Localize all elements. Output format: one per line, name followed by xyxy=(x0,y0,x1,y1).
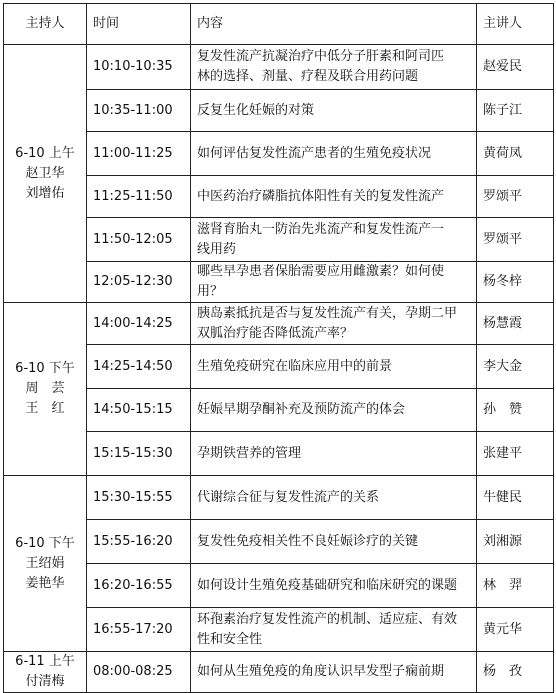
host-date: 6-10 下午 xyxy=(15,535,75,551)
content-line: 用？ xyxy=(197,284,224,299)
time-cell: 15:30-15:55 xyxy=(87,476,191,520)
content-line: 生殖免疫研究在临床应用中的前景 xyxy=(197,358,393,374)
host-name: 姜艳华 xyxy=(25,575,65,591)
table-row xyxy=(4,389,554,432)
host-cell-session-2 xyxy=(4,303,87,476)
content-line: 双胍治疗能否降低流产率？ xyxy=(197,325,354,341)
table-row xyxy=(4,520,554,564)
host-name: 赵卫华 xyxy=(25,165,65,181)
content-line: 性和安全性 xyxy=(197,631,263,647)
host-cell-session-1 xyxy=(4,45,87,303)
content-cell xyxy=(191,389,477,432)
content-cell xyxy=(191,176,477,218)
content-line: 孕期铁营养的管理 xyxy=(197,445,302,461)
speaker-cell: 赵爱民 xyxy=(477,45,554,90)
speaker-cell: 黄元华 xyxy=(477,608,554,652)
content-cell xyxy=(191,652,477,693)
table-row xyxy=(4,345,554,389)
content-cell xyxy=(191,520,477,564)
time-cell: 15:55-16:20 xyxy=(87,520,191,564)
schedule-table xyxy=(3,3,554,693)
content-line: 环孢素治疗复发性流产的机制、适应症、有效 xyxy=(197,611,458,627)
host-cell-session-3 xyxy=(4,476,87,652)
content-line: 反复生化妊娠的对策 xyxy=(197,102,315,118)
time-cell: 10:35-11:00 xyxy=(87,90,191,132)
speaker-cell: 张建平 xyxy=(477,432,554,476)
time-cell: 08:00-08:25 xyxy=(87,652,191,693)
time-cell: 10:10-10:35 xyxy=(87,45,191,90)
table-row xyxy=(4,90,554,132)
time-cell: 12:05-12:30 xyxy=(87,262,191,303)
header-host: 主持人 xyxy=(4,4,87,45)
content-cell xyxy=(191,45,477,90)
time-cell: 11:50-12:05 xyxy=(87,218,191,262)
speaker-cell: 黄荷凤 xyxy=(477,132,554,176)
table-row xyxy=(4,218,554,262)
content-cell xyxy=(191,564,477,608)
time-cell: 16:55-17:20 xyxy=(87,608,191,652)
speaker-cell: 陈子江 xyxy=(477,90,554,132)
host-date: 6-10 上午 xyxy=(15,145,75,161)
table-row xyxy=(4,432,554,476)
content-line: 复发性免疫相关性不良妊娠诊疗的关键 xyxy=(197,533,419,549)
content-cell xyxy=(191,90,477,132)
content-line: 代谢综合征与复发性流产的关系 xyxy=(197,489,380,505)
content-cell xyxy=(191,132,477,176)
content-cell xyxy=(191,608,477,652)
speaker-cell: 刘湘源 xyxy=(477,520,554,564)
host-name: 王绍娟 xyxy=(25,555,65,571)
time-cell: 14:00-14:25 xyxy=(87,303,191,345)
content-line: 妊娠早期孕酮补充及预防流产的体会 xyxy=(197,402,406,417)
table-row xyxy=(4,564,554,608)
speaker-cell: 杨 孜 xyxy=(477,652,554,693)
time-cell: 11:00-11:25 xyxy=(87,132,191,176)
host-date: 6-11 上午 xyxy=(15,654,75,669)
content-line: 胰岛素抵抗是否与复发性流产有关，孕期二甲 xyxy=(197,305,458,321)
table-row xyxy=(4,608,554,652)
content-line: 哪些早孕患者保胎需要应用雌激素？如何使 xyxy=(197,264,445,279)
header-speaker: 主讲人 xyxy=(477,4,554,45)
host-cell-session-4 xyxy=(4,652,87,693)
table-row xyxy=(4,476,554,520)
content-line: 如何从生殖免疫的角度认识早发型子痫前期 xyxy=(197,664,445,679)
header-time: 时间 xyxy=(87,4,191,45)
content-line: 如何评估复发性流产患者的生殖免疫状况 xyxy=(197,145,432,161)
content-cell xyxy=(191,476,477,520)
content-cell xyxy=(191,218,477,262)
time-cell: 11:25-11:50 xyxy=(87,176,191,218)
host-name: 刘增佑 xyxy=(25,185,65,201)
header-content: 内容 xyxy=(191,4,477,45)
host-date: 6-10 下午 xyxy=(15,361,75,376)
host-name: 付清梅 xyxy=(25,674,65,689)
content-line: 如何设计生殖免疫基础研究和临床研究的课题 xyxy=(197,577,458,593)
time-cell: 14:50-15:15 xyxy=(87,389,191,432)
table-row xyxy=(4,262,554,303)
table-row xyxy=(4,303,554,345)
header-row xyxy=(4,4,554,45)
host-name: 王 红 xyxy=(25,401,65,416)
speaker-cell: 李大金 xyxy=(477,345,554,389)
content-cell xyxy=(191,303,477,345)
time-cell: 16:20-16:55 xyxy=(87,564,191,608)
content-line: 复发性流产抗凝治疗中低分子肝素和阿司匹 xyxy=(197,49,445,64)
content-cell xyxy=(191,262,477,303)
speaker-cell: 牛健民 xyxy=(477,476,554,520)
table-row xyxy=(4,652,554,693)
time-cell: 14:25-14:50 xyxy=(87,345,191,389)
content-line: 线用药 xyxy=(197,241,237,257)
content-cell xyxy=(191,432,477,476)
content-line: 林的选择、剂量、疗程及联合用药问题 xyxy=(197,69,419,84)
speaker-cell: 林 羿 xyxy=(477,564,554,608)
time-cell: 15:15-15:30 xyxy=(87,432,191,476)
speaker-cell: 孙 赞 xyxy=(477,389,554,432)
speaker-cell: 杨慧霞 xyxy=(477,303,554,345)
host-name: 周 芸 xyxy=(25,381,65,396)
table-row xyxy=(4,132,554,176)
speaker-cell: 罗颂平 xyxy=(477,218,554,262)
content-line: 滋肾育胎丸一防治先兆流产和复发性流产一 xyxy=(197,221,445,237)
table-row xyxy=(4,45,554,90)
table-row xyxy=(4,176,554,218)
speaker-cell: 罗颂平 xyxy=(477,176,554,218)
speaker-cell: 杨冬梓 xyxy=(477,262,554,303)
content-line: 中医药治疗磷脂抗体阳性有关的复发性流产 xyxy=(197,188,445,204)
content-cell xyxy=(191,345,477,389)
